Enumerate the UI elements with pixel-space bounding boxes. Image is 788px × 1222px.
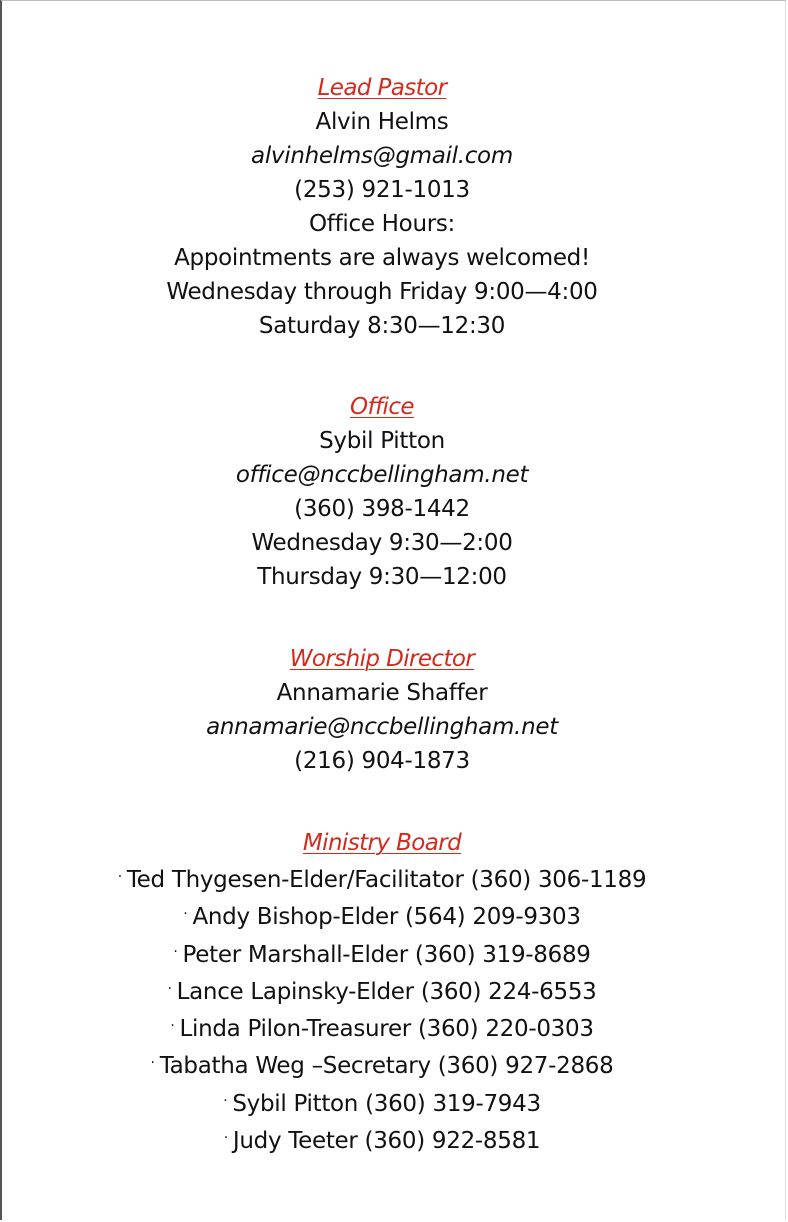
- lead-pastor-phone: (253) 921-1013: [294, 177, 470, 203]
- ministry-board-heading: Ministry Board: [302, 830, 462, 856]
- bullet-icon: ·: [183, 906, 188, 923]
- list-item: [2, 860, 762, 897]
- lead-pastor-heading: Lead Pastor: [317, 75, 447, 101]
- board-member: Tabatha Weg –Secretary (360) 927-2868: [159, 1053, 614, 1080]
- lead-pastor-name: Alvin Helms: [315, 109, 449, 135]
- bullet-icon: ·: [223, 1130, 228, 1147]
- list-item: [2, 1084, 762, 1121]
- bullet-icon: ·: [223, 1092, 228, 1109]
- board-member: Lance Lapinsky-Elder (360) 224-6553: [176, 978, 597, 1005]
- office-name: Sybil Pitton: [319, 428, 445, 454]
- office-phone: (360) 398-1442: [294, 496, 470, 522]
- office-hours-label: Office Hours:: [308, 211, 456, 237]
- office-email[interactable]: office@nccbellingham.net: [235, 462, 529, 488]
- board-member: Linda Pilon-Treasurer (360) 220-0303: [179, 1016, 594, 1043]
- worship-director-email[interactable]: annamarie@nccbellingham.net: [206, 714, 558, 740]
- lead-pastor-section: [2, 71, 762, 343]
- list-item: [2, 935, 762, 972]
- office-heading: Office: [350, 394, 414, 420]
- board-member: Peter Marshall-Elder (360) 319-8689: [182, 941, 591, 968]
- lead-pastor-hours-saturday: Saturday 8:30—12:30: [258, 313, 506, 339]
- board-member: Sybil Pitton (360) 319-7943: [232, 1090, 541, 1117]
- lead-pastor-email[interactable]: alvinhelms@gmail.com: [251, 143, 513, 169]
- board-member: Judy Teeter (360) 922-8581: [232, 1128, 541, 1155]
- bullet-icon: ·: [117, 869, 122, 885]
- worship-director-phone: (216) 904-1873: [294, 748, 470, 774]
- worship-director-name: Annamarie Shaffer: [276, 680, 488, 706]
- office-hours-thursday: Thursday 9:30—12:00: [257, 564, 507, 590]
- list-item: [2, 897, 762, 934]
- ministry-board-section: [2, 826, 762, 1158]
- bullet-icon: ·: [173, 943, 178, 960]
- board-member: Andy Bishop-Elder (564) 209-9303: [192, 904, 581, 931]
- list-item: [2, 1121, 762, 1158]
- bullet-icon: ·: [170, 1018, 175, 1035]
- lead-pastor-hours-weekday: Wednesday through Friday 9:00—4:00: [166, 279, 598, 305]
- board-member: Ted Thygesen-Elder/Facilitator (360) 306-1189: [126, 867, 647, 893]
- appointments-note: Appointments are always welcomed!: [174, 245, 590, 271]
- list-item: [2, 972, 762, 1009]
- worship-director-section: [2, 642, 762, 778]
- bullet-icon: ·: [167, 980, 172, 997]
- list-item: [2, 1046, 762, 1083]
- worship-director-heading: Worship Director: [289, 646, 475, 672]
- ministry-board-list: [2, 860, 762, 1158]
- staff-directory: [2, 71, 762, 1158]
- list-item: [2, 1009, 762, 1046]
- office-hours-wednesday: Wednesday 9:30—2:00: [251, 530, 513, 556]
- office-section: [2, 390, 762, 594]
- bullet-icon: ·: [150, 1055, 155, 1072]
